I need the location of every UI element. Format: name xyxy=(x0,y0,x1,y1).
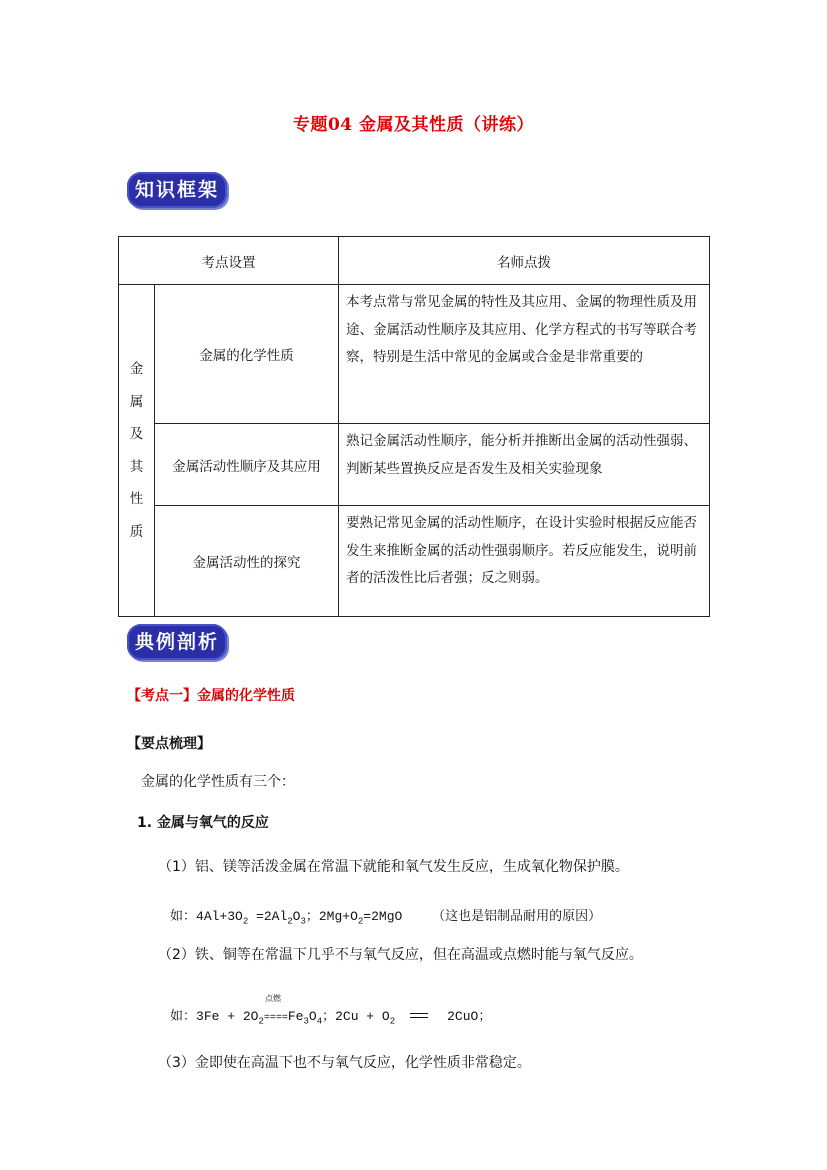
equation-2 xyxy=(170,1005,491,1027)
group-label-char: 质 xyxy=(129,523,144,540)
eq-subscript: 3 xyxy=(303,1016,309,1027)
eq-subscript: 2 xyxy=(242,916,249,927)
eq-part: ；2Cu + O xyxy=(322,1009,390,1024)
equals-sign-line xyxy=(410,1013,428,1018)
framework-table xyxy=(118,236,710,617)
eq-subscript: 2 xyxy=(287,916,293,927)
tip-cell: 本考点常与常见金属的特性及其应用、金属的物理性质及用途、金属活动性顺序及其应用、化学方程式的书写等联合考察，特别是生活中常见的金属或合金是非常重要的 xyxy=(339,285,710,424)
group-label-char: 其 xyxy=(129,458,144,475)
typical-examples-badge: 典例剖析 xyxy=(127,624,227,660)
group-label-char: 性 xyxy=(129,491,144,507)
table-row xyxy=(119,424,710,506)
eq-part: O xyxy=(308,1009,317,1024)
group-label-char: 金 xyxy=(129,361,144,377)
tip-cell: 要熟记常见金属的活动性顺序，在设计实验时根据反应能否发生来推断金属的活动性强弱顺序。若反应能发生，说明前者的活泼性比后者强；反之则弱。 xyxy=(339,506,710,617)
reaction-condition: 点燃 xyxy=(265,994,281,1003)
tip-cell: 熟记金属活动性顺序，能分析并推断出金属的活动性强弱、判断某些置换反应是否发生及相关实验现象 xyxy=(339,424,710,506)
topic-one-heading: 【考点一】金属的化学性质 xyxy=(127,688,295,704)
group-label-char: 属 xyxy=(129,393,144,410)
group-label-cell xyxy=(119,285,155,617)
eq-part: =2MgO xyxy=(363,909,403,924)
knowledge-framework-badge: 知识框架 xyxy=(127,172,227,208)
table-header-topic: 考点设置 xyxy=(119,237,339,285)
eq-arrow: ==== xyxy=(263,1013,288,1024)
paragraph-3: （3）金即使在高温下也不与氧气反应，化学性质非常稳定。 xyxy=(158,1055,531,1071)
page-title: 专题04 金属及其性质（讲练） xyxy=(292,115,535,135)
key-points-heading: 【要点梳理】 xyxy=(127,736,211,752)
eq-prefix: 如： xyxy=(170,1009,197,1024)
paragraph-1: （1）铝、镁等活泼金属在常温下就能和氧气发生反应，生成氧化物保护膜。 xyxy=(158,859,629,875)
table-row xyxy=(119,285,710,424)
intro-text: 金属的化学性质有三个： xyxy=(141,774,295,790)
eq-part: O xyxy=(292,909,301,924)
group-label-char: 及 xyxy=(129,426,144,442)
topic-cell: 金属活动性顺序及其应用 xyxy=(155,424,339,506)
eq-subscript: 2 xyxy=(357,916,364,927)
table-header-row xyxy=(119,237,710,285)
eq-part: Fe xyxy=(287,1009,304,1024)
equation-1 xyxy=(170,905,601,927)
eq-subscript: 4 xyxy=(316,1016,323,1027)
topic-cell: 金属的化学性质 xyxy=(155,285,339,424)
eq-part: ；2Mg+O xyxy=(305,909,358,924)
table-row xyxy=(119,506,710,617)
table-header-tips: 名师点拨 xyxy=(339,237,710,285)
eq-subscript: 3 xyxy=(300,916,306,927)
paragraph-2: （2）铁、铜等在常温下几乎不与氧气反应，但在高温或点燃时能与氧气反应。 xyxy=(158,947,643,963)
eq-part: 4Al+3O xyxy=(196,909,243,924)
eq-prefix: 如： xyxy=(170,909,197,924)
eq-part: 3Fe + 2O xyxy=(196,1009,259,1024)
eq-note: （这也是铝制品耐用的原因） xyxy=(432,909,602,924)
eq-subscript: 2 xyxy=(258,1016,264,1027)
eq-part: =2Al xyxy=(248,909,288,924)
item-heading: 1. 金属与氧气的反应 xyxy=(137,815,269,831)
eq-part: 2CuO； xyxy=(447,1009,492,1024)
eq-subscript: 2 xyxy=(389,1016,396,1027)
topic-cell: 金属活动性的探究 xyxy=(155,506,339,617)
